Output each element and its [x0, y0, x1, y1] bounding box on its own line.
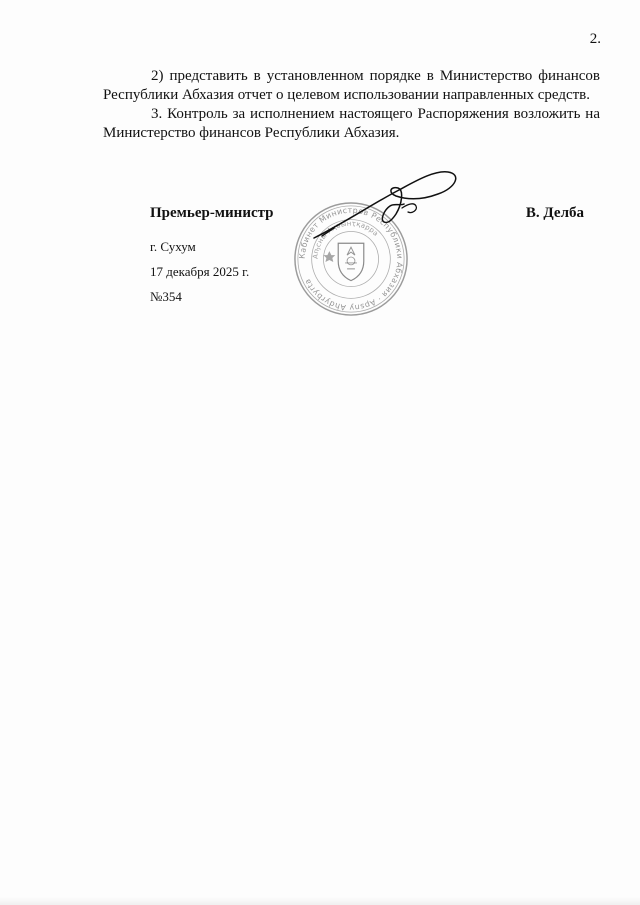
signatory-title: Премьер-министр: [150, 205, 274, 221]
signatory-name: В. Делба: [525, 205, 584, 221]
document-number: №354: [150, 289, 182, 304]
paragraph-3: 3. Контроль за исполнением настоящего Распоряжения возложить на Министерство финансов Республики Абхазия.: [103, 106, 600, 141]
page-number: 2.: [589, 31, 601, 47]
page-bottom-edge: [0, 897, 640, 905]
paragraph-2: 2) представить в установленном порядке в Министерство финансов Республики Абхазия отчет о целевом использовании направленных средств.: [103, 68, 600, 103]
seal-outer-text: Кабинет Министров Республики Абхазия · Apsny Ahdyrbyrta: [297, 205, 405, 313]
handwritten-signature: [304, 158, 469, 253]
issue-city: г. Сухум: [150, 239, 196, 254]
issue-date: 17 декабря 2025 г.: [150, 264, 250, 279]
document-body: [103, 67, 600, 143]
seal-inner-text: Аҧсны Аҳәынҭқарра: [311, 219, 380, 260]
